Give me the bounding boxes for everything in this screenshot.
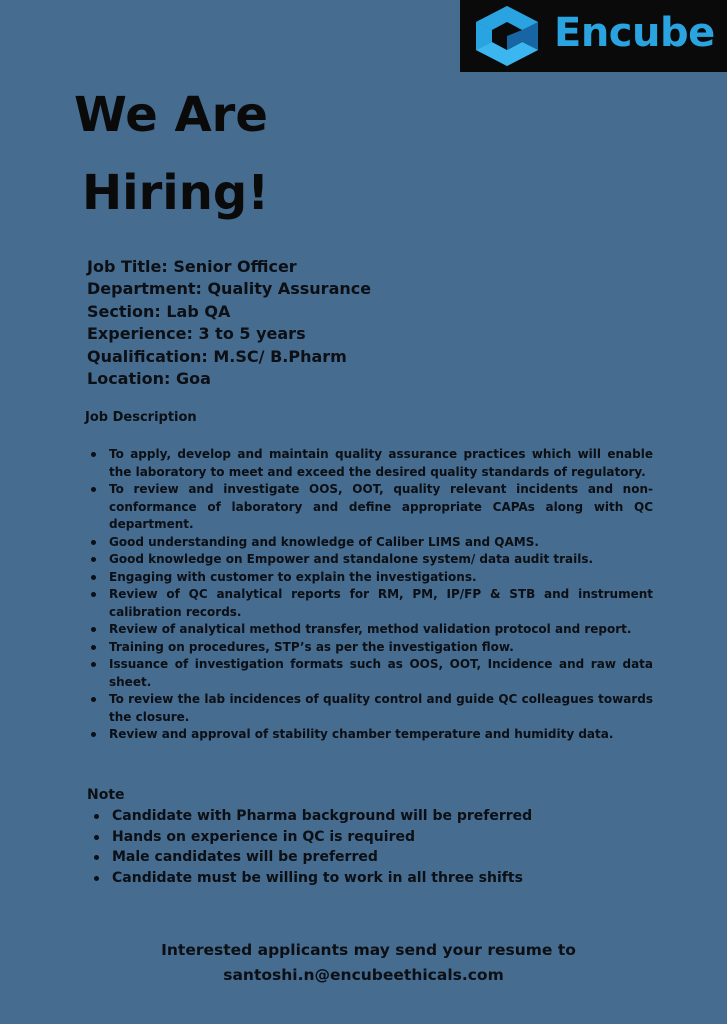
note-list [93,806,532,888]
job-fact-section: Section: Lab QA [87,301,231,321]
note-item: Hands on experience in QC is required [93,827,532,848]
list-item: Issuance of investigation formats such as OOS, OOT, Incidence and raw data sheet. [90,656,653,691]
note-item: Candidate with Pharma background will be preferred [93,806,532,827]
list-item: Good understanding and knowledge of Caliber LIMS and QAMS. [90,534,653,552]
headline-line-1: We Are [74,87,268,143]
footer-instruction: Interested applicants may send your resume to [161,941,576,959]
note-title: Note [87,787,125,803]
job-facts [87,256,371,390]
job-fact-qualification: Qualification: M.SC/ B.Pharm [87,346,347,366]
list-item: Review and approval of stability chamber temperature and humidity data. [90,726,653,744]
headline-line-2: Hiring! [82,165,270,221]
list-item: To apply, develop and maintain quality assurance practices which will enable the laboratory to meet and exceed the desired quality standards of regulatory. [90,446,653,481]
headline [74,76,269,232]
contact-email: santoshi.n@encubeethicals.com [223,966,504,984]
list-item: Good knowledge on Empower and standalone system/ data audit trails. [90,551,653,569]
job-fact-title: Job Title: Senior Officer [87,257,297,276]
list-item: Review of analytical method transfer, method validation protocol and report. [90,621,653,639]
note-item: Candidate must be willing to work in all three shifts [93,868,532,889]
job-description-title: Job Description [85,410,197,425]
note-item: Male candidates will be preferred [93,847,532,868]
list-item: To review the lab incidences of quality control and guide QC colleagues towards the closure. [90,691,653,726]
list-item: Engaging with customer to explain the investigations. [90,569,653,587]
brand-name: Encube [554,10,715,56]
list-item: Training on procedures, STP’s as per the investigation flow. [90,639,653,657]
footer-contact [0,938,727,988]
cube-logo-icon [470,4,544,68]
brand-logo [460,0,727,72]
job-fact-location: Location: Goa [87,369,211,389]
list-item: To review and investigate OOS, OOT, quality relevant incidents and non-conformance of laboratory and define appropriate CAPAs along with QC department. [90,481,653,534]
job-description-list [90,446,653,744]
list-item: Review of QC analytical reports for RM, PM, IP/FP & STB and instrument calibration records. [90,586,653,621]
job-fact-experience: Experience: 3 to 5 years [87,324,306,344]
job-fact-department: Department: Quality Assurance [87,279,372,299]
